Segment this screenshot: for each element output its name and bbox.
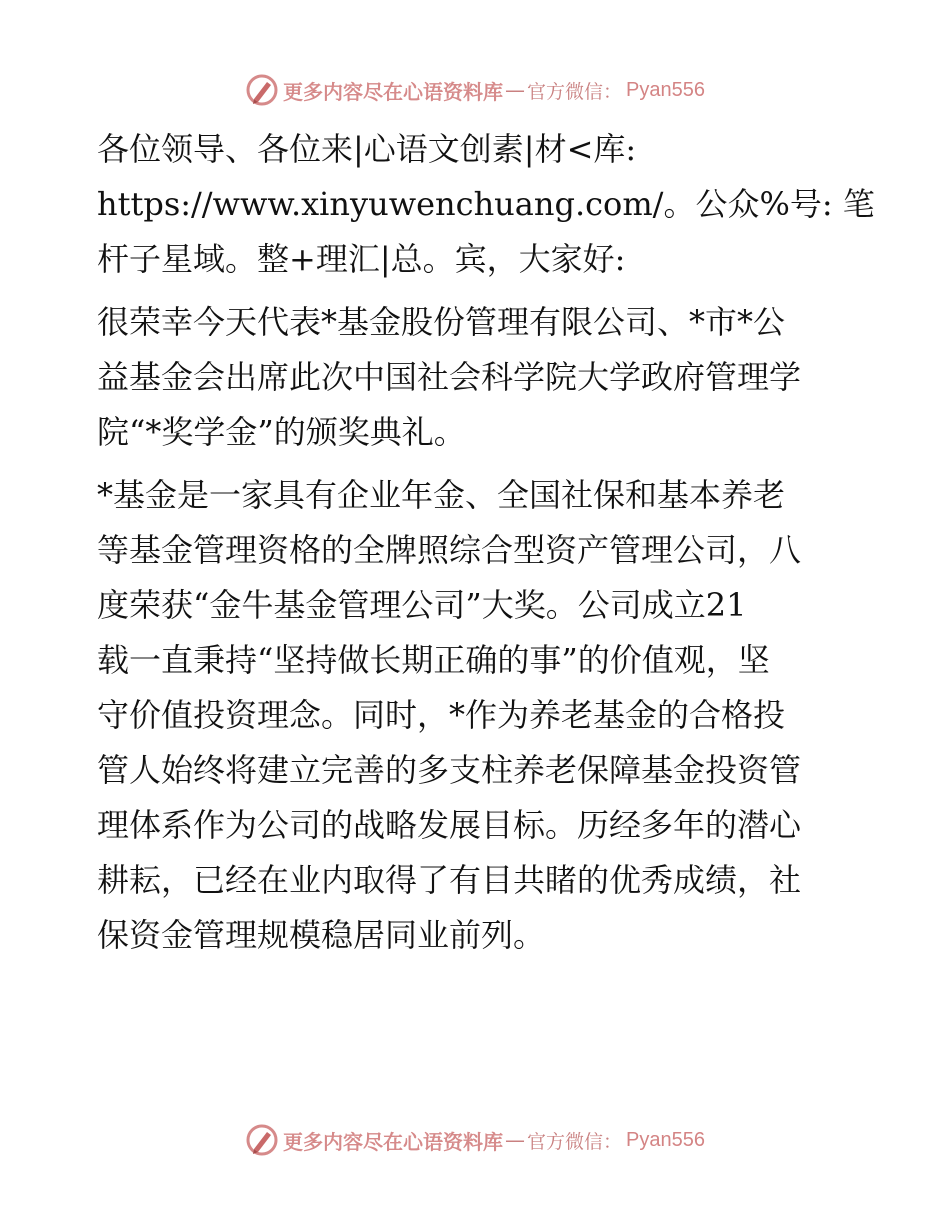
banner-separator: — <box>505 1128 525 1152</box>
paragraph-company <box>97 468 857 963</box>
document-body <box>97 122 875 971</box>
text-line: 管人始终将建立完善的多支柱养老保障基金投资管 <box>97 751 802 789</box>
text-line: 度荣获“金牛基金管理公司”大奖。公司成立21 <box>97 586 747 624</box>
text-line: 载一直秉持“坚持做长期正确的事”的价值观，坚 <box>97 641 770 679</box>
text-line: 保资金管理规模稳居同业前列。 <box>97 916 546 954</box>
banner-wechat-id: Pyan556 <box>626 78 705 101</box>
text-line: 耕耘，已经在业内取得了有目共睹的优秀成绩，社 <box>97 861 802 899</box>
header-banner <box>0 70 950 110</box>
text-line: 各位领导、各位来|心语文创素|材<库: <box>97 130 637 168</box>
banner-wechat-label: 官方微信： <box>527 1130 623 1153</box>
paragraph-greeting <box>97 122 875 287</box>
footer-banner <box>0 1120 950 1160</box>
pen-logo-icon <box>245 73 279 107</box>
text-line: *基金是一家具有企业年金、全国社保和基本养老 <box>97 476 786 514</box>
text-line: https://www.xinyuwenchuang.com/。公众%号: 笔 <box>97 185 875 223</box>
text-line: 很荣幸今天代表*基金股份管理有限公司、*市*公 <box>97 303 786 341</box>
banner-slogan: 更多内容尽在心语资料库 <box>283 79 503 104</box>
text-line: 益基金会出席此次中国社会科学院大学政府管理学 <box>97 358 802 396</box>
text-line: 理体系作为公司的战略发展目标。历经多年的潜心 <box>97 806 802 844</box>
text-line: 守价值投资理念。同时，*作为养老基金的合格投 <box>97 696 786 734</box>
paragraph-intro <box>97 295 857 460</box>
banner-slogan: 更多内容尽在心语资料库 <box>283 1129 503 1154</box>
text-line: 杆子星域。整+理汇|总。宾，大家好: <box>97 240 626 278</box>
text-line: 等基金管理资格的全牌照综合型资产管理公司，八 <box>97 531 802 569</box>
banner-wechat-label: 官方微信： <box>527 80 623 103</box>
pen-logo-icon <box>245 1123 279 1157</box>
text-line: 院“*奖学金”的颁奖典礼。 <box>97 413 466 451</box>
banner-separator: — <box>505 78 525 102</box>
banner-wechat-id: Pyan556 <box>626 1128 705 1151</box>
